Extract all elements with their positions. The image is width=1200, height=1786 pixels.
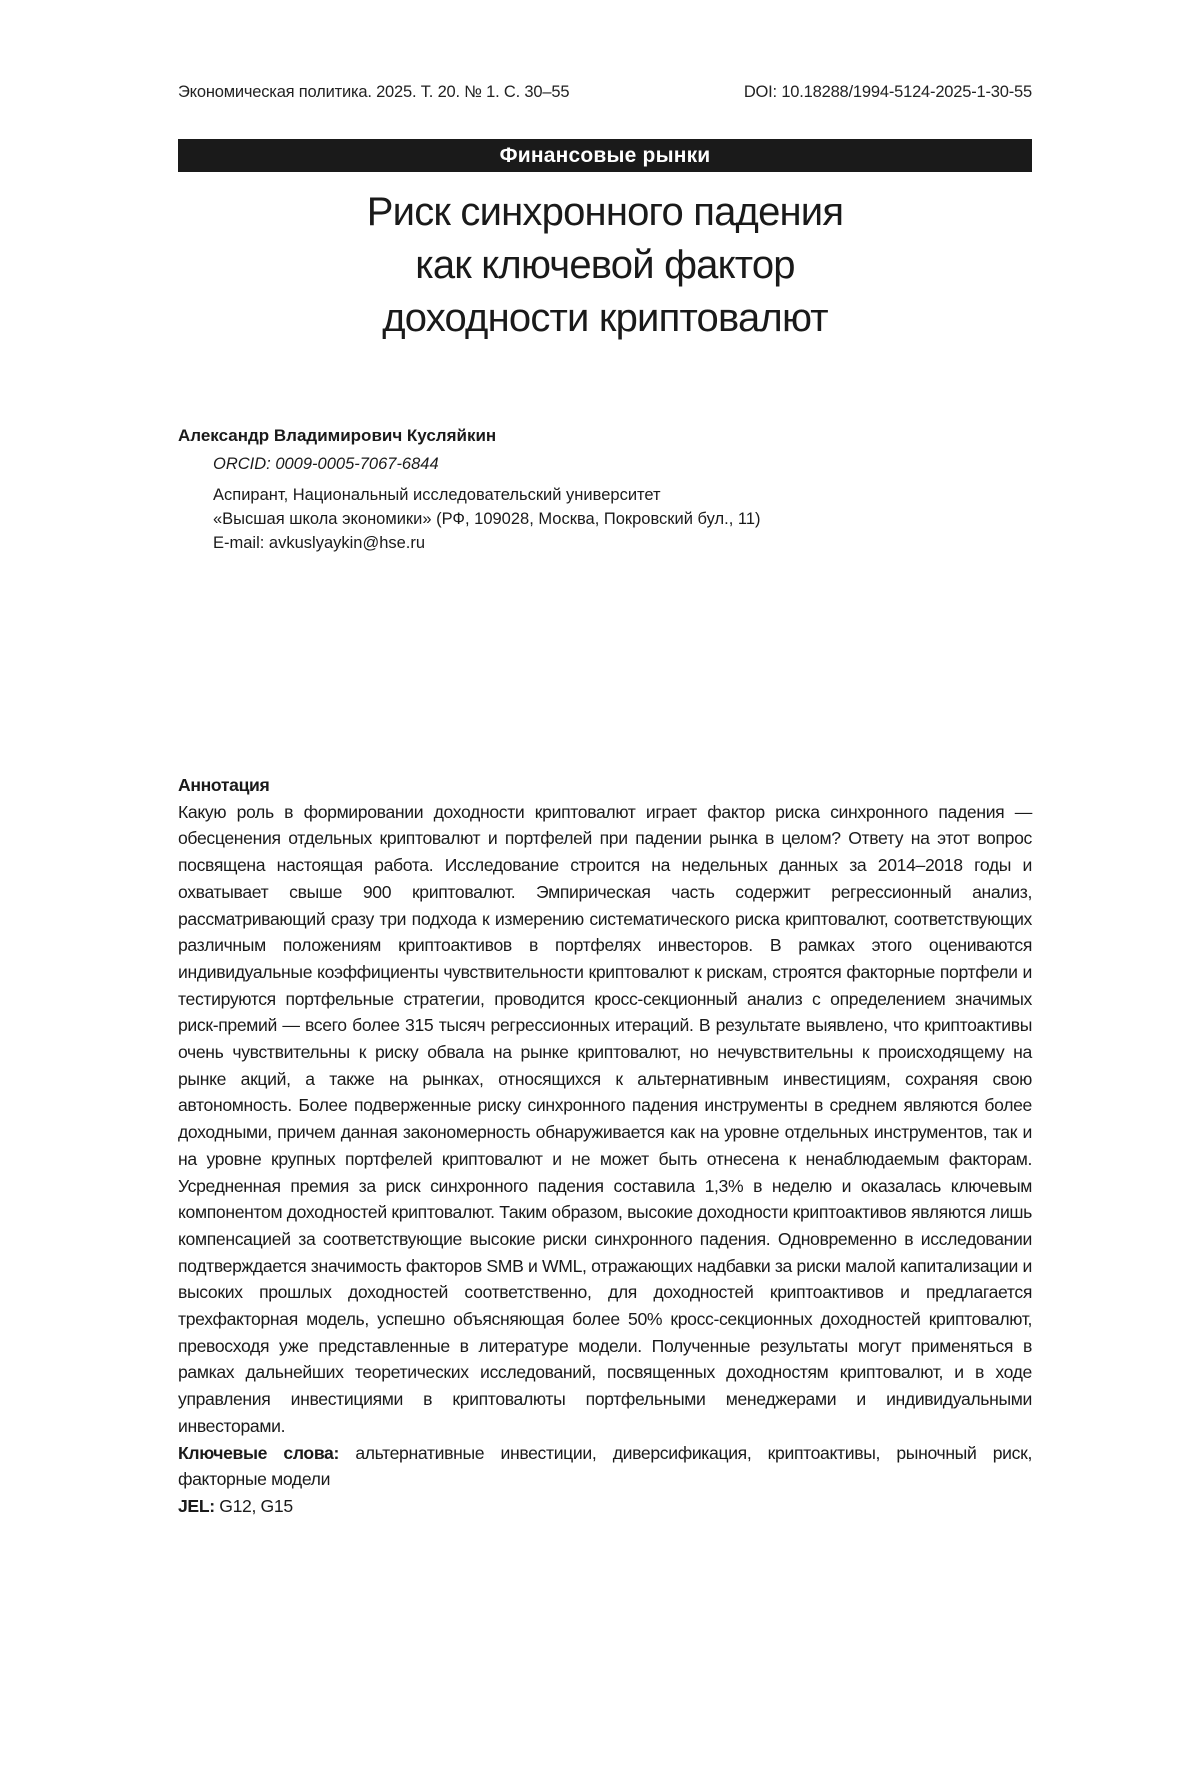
abstract-section <box>178 772 1032 1520</box>
orcid-id[interactable]: ORCID: 0009-0005-7067-6844 <box>213 452 1032 476</box>
section-banner <box>178 139 1032 172</box>
affiliation-line: «Высшая школа экономики» (РФ, 109028, Москва, Покровский бул., 11) <box>213 507 1032 531</box>
abstract-heading: Аннотация <box>178 772 1032 799</box>
doi-link[interactable]: DOI: 10.18288/1994-5124-2025-1-30-55 <box>744 83 1032 102</box>
title-line: Риск синхронного падения <box>178 186 1032 239</box>
jel-codes: G12, G15 <box>219 1496 293 1516</box>
title-line: доходности криптовалют <box>178 292 1032 345</box>
author-email[interactable]: E-mail: avkuslyaykin@hse.ru <box>213 531 1032 555</box>
jel-label: JEL: <box>178 1496 215 1516</box>
running-header <box>178 83 1032 102</box>
author-block <box>178 424 1032 555</box>
affiliation-line: Аспирант, Национальный исследовательский университет <box>213 483 1032 507</box>
author-details <box>213 452 1032 555</box>
article-title <box>178 186 1032 345</box>
section-label: Финансовые рынки <box>500 144 711 167</box>
keywords-label: Ключевые слова: <box>178 1443 339 1463</box>
keywords-text: альтернативные инвестиции, диверсификация, криптоактивы, рыночный риск, факторные модели <box>178 1443 1032 1490</box>
author-name: Александр Владимирович Кусляйкин <box>178 424 1032 448</box>
title-line: как ключевой фактор <box>178 239 1032 292</box>
journal-citation: Экономическая политика. 2025. Т. 20. № 1. С. 30–55 <box>178 83 569 102</box>
keywords-line <box>178 1440 1032 1493</box>
jel-line <box>178 1493 1032 1520</box>
abstract-text: Какую роль в формировании доходности криптовалют играет фактор риска синхронного падения — обесценения отдельных криптовалют и портфелей при падении рынка в целом? Ответу на этот вопрос посвящена настоящая работа. Исследование строится на недельных данных за 2014–2018 годы и охватывает свыше 900 криптовалют. Эмпирическая часть содержит регрессионный анализ, рассматривающий сразу три подхода к измерению систематического риска криптовалют, соответствующих различным положениям криптоактивов в портфелях инвесторов. В рамках этого оцениваются индивидуальные коэффициенты чувствительности криптовалют к рискам, строятся факторные портфели и тестируются портфельные стратегии, проводится кросс-секционный анализ с определением значимых риск-премий — всего более 315 тысяч регрессионных итераций. В результате выявлено, что криптоактивы очень чувствительны к риску обвала на рынке криптовалют, но нечувствительны к происходящему на рынке акций, а также на рынках, относящихся к альтернативным инвестициям, сохраняя свою автономность. Более подверженные риску синхронного падения инструменты в среднем являются более доходными, причем данная закономерность обнаруживается как на уровне отдельных инструментов, так и на уровне крупных портфелей криптовалют и не может быть отнесена к ненаблюдаемым факторам. Усредненная премия за риск синхронного падения составила 1,3% в неделю и оказалась ключевым компонентом доходностей криптовалют. Таким образом, высокие доходности криптоактивов являются лишь компенсацией за соответствующие высокие риски синхронного падения. Одновременно в исследовании подтверждается значимость факторов SMB и WML, отражающих надбавки за риски малой капитализации и высоких прошлых доходностей соответственно, для доходностей криптоактивов и предлагается трехфакторная модель, успешно объясняющая более 50% кросс-секционных доходностей криптовалют, превосходя уже представленные в литературе модели. Полученные результаты могут применяться в рамках дальнейших теоретических исследований, посвященных доходностям криптовалют, и в ходе управления инвестициями в криптовалюты портфельными менеджерами и индивидуальными инвесторами. <box>178 799 1032 1440</box>
